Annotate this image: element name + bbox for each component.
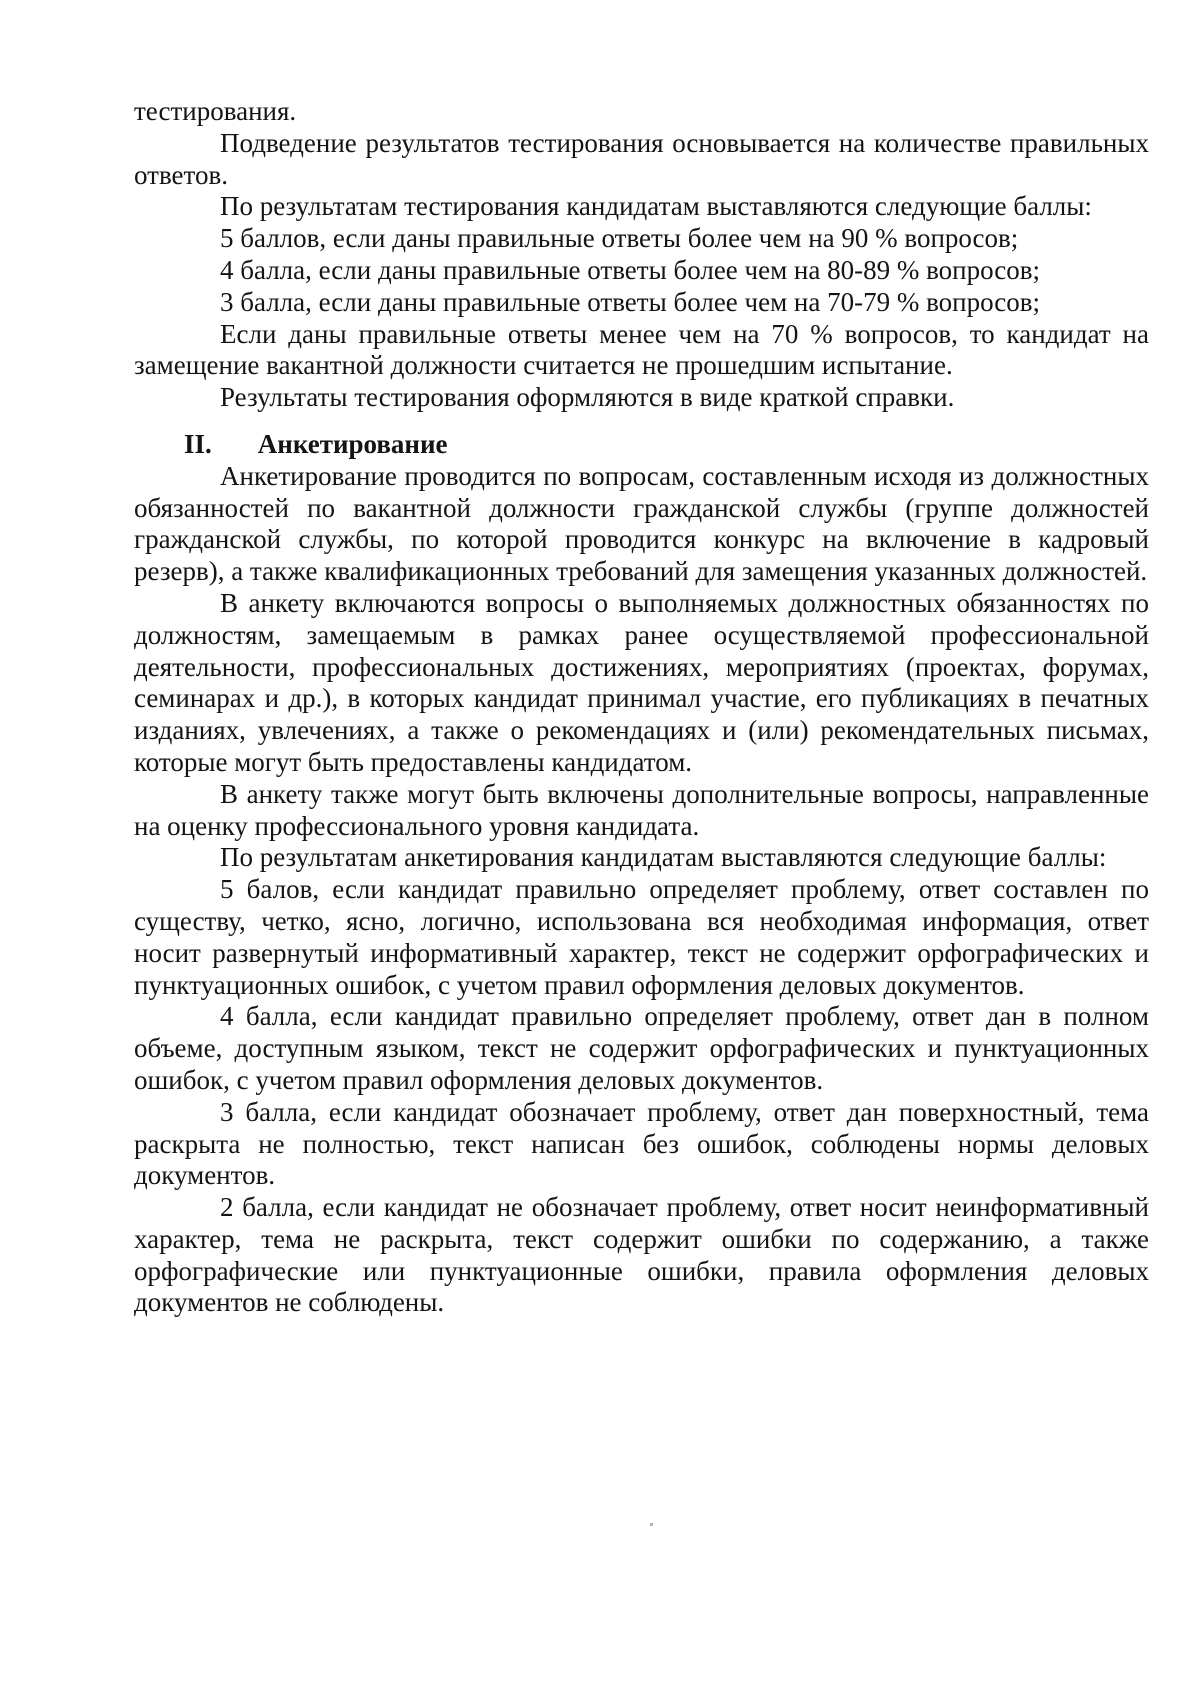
paragraph-survey-questions: В анкету включаются вопросы о выполняемых должностных обязанностях по должностям, замещаемым в рамках ранее осуществляемой профессиональной деятельности, профессиональных достижениях, мероприятиях (проектах, форумах, семинарах и др.), в которых кандидат принимал участие, его публикациях в печатных изданиях, увлечениях, а также о рекомендациях и (или) рекомендательных письмах, которые могут быть предоставлены кандидатом.: [134, 587, 1149, 777]
paragraph-testing-report: Результаты тестирования оформляются в виде краткой справки.: [220, 382, 955, 413]
paragraph-survey-score-3: 3 балла, если кандидат обозначает проблему, ответ дан поверхностный, тема раскрыта не полностью, текст написан без ошибок, соблюдены нормы деловых документов.: [134, 1096, 1149, 1191]
paragraph-survey-score-4: 4 балла, если кандидат правильно определяет проблему, ответ дан в полном объеме, доступным языком, текст не содержит орфографических и пунктуационных ошибок, с учетом правил оформления деловых документов.: [134, 1001, 1149, 1095]
paragraph-survey-additional: В анкету также могут быть включены дополнительные вопросы, направленные на оценку профессионального уровня кандидата.: [134, 778, 1149, 841]
section-heading: [134, 429, 1149, 461]
paragraph-survey-scores-intro: По результатам анкетирования кандидатам выставляются следующие баллы:: [220, 842, 1107, 873]
paragraph-score-3: 3 балла, если даны правильные ответы более чем на 70-79 % вопросов;: [220, 286, 1041, 317]
paragraph-survey-score-5: 5 балов, если кандидат правильно определяет проблему, ответ составлен по существу, четко, ясно, логично, использована вся необходимая информация, ответ носит развернутый информативный характер, текст не содержит орфографических и пунктуационных ошибок, с учетом правил оформления деловых документов.: [134, 874, 1149, 1000]
paragraph-score-5: 5 баллов, если даны правильные ответы более чем на 90 % вопросов;: [220, 223, 1019, 254]
scan-speck: [650, 1523, 653, 1526]
paragraph-score-4: 4 балла, если даны правильные ответы более чем на 80-89 % вопросов;: [220, 254, 1041, 285]
paragraph-survey-intro: Анкетирование проводится по вопросам, составленным исходя из должностных обязанностей по вакантной должности гражданской службы (группе должностей гражданской службы, по которой проводится конкурс на включение в кадровый резерв), а также квалификационных требований для замещения указанных должностей.: [134, 460, 1149, 587]
lead-line: тестирования.: [134, 96, 297, 126]
paragraph-results-basis: Подведение результатов тестирования основывается на количестве правильных ответов.: [134, 127, 1149, 190]
paragraph-below-70: Если даны правильные ответы менее чем на 70 % вопросов, то кандидат на замещение вакантной должности считается не прошедшим испытание.: [134, 318, 1149, 381]
paragraph-survey-score-2: 2 балла, если кандидат не обозначает проблему, ответ носит неинформативный характер, тема не раскрыта, текст содержит ошибки по содержанию, а также орфографические или пунктуационные ошибки, правила оформления деловых документов не соблюдены.: [134, 1192, 1149, 1318]
document-page: [134, 96, 1149, 1319]
paragraph-testing-scores-intro: По результатам тестирования кандидатам выставляются следующие баллы:: [220, 191, 1092, 222]
section-title: Анкетирование: [257, 428, 448, 459]
section-number: II.: [184, 428, 212, 459]
